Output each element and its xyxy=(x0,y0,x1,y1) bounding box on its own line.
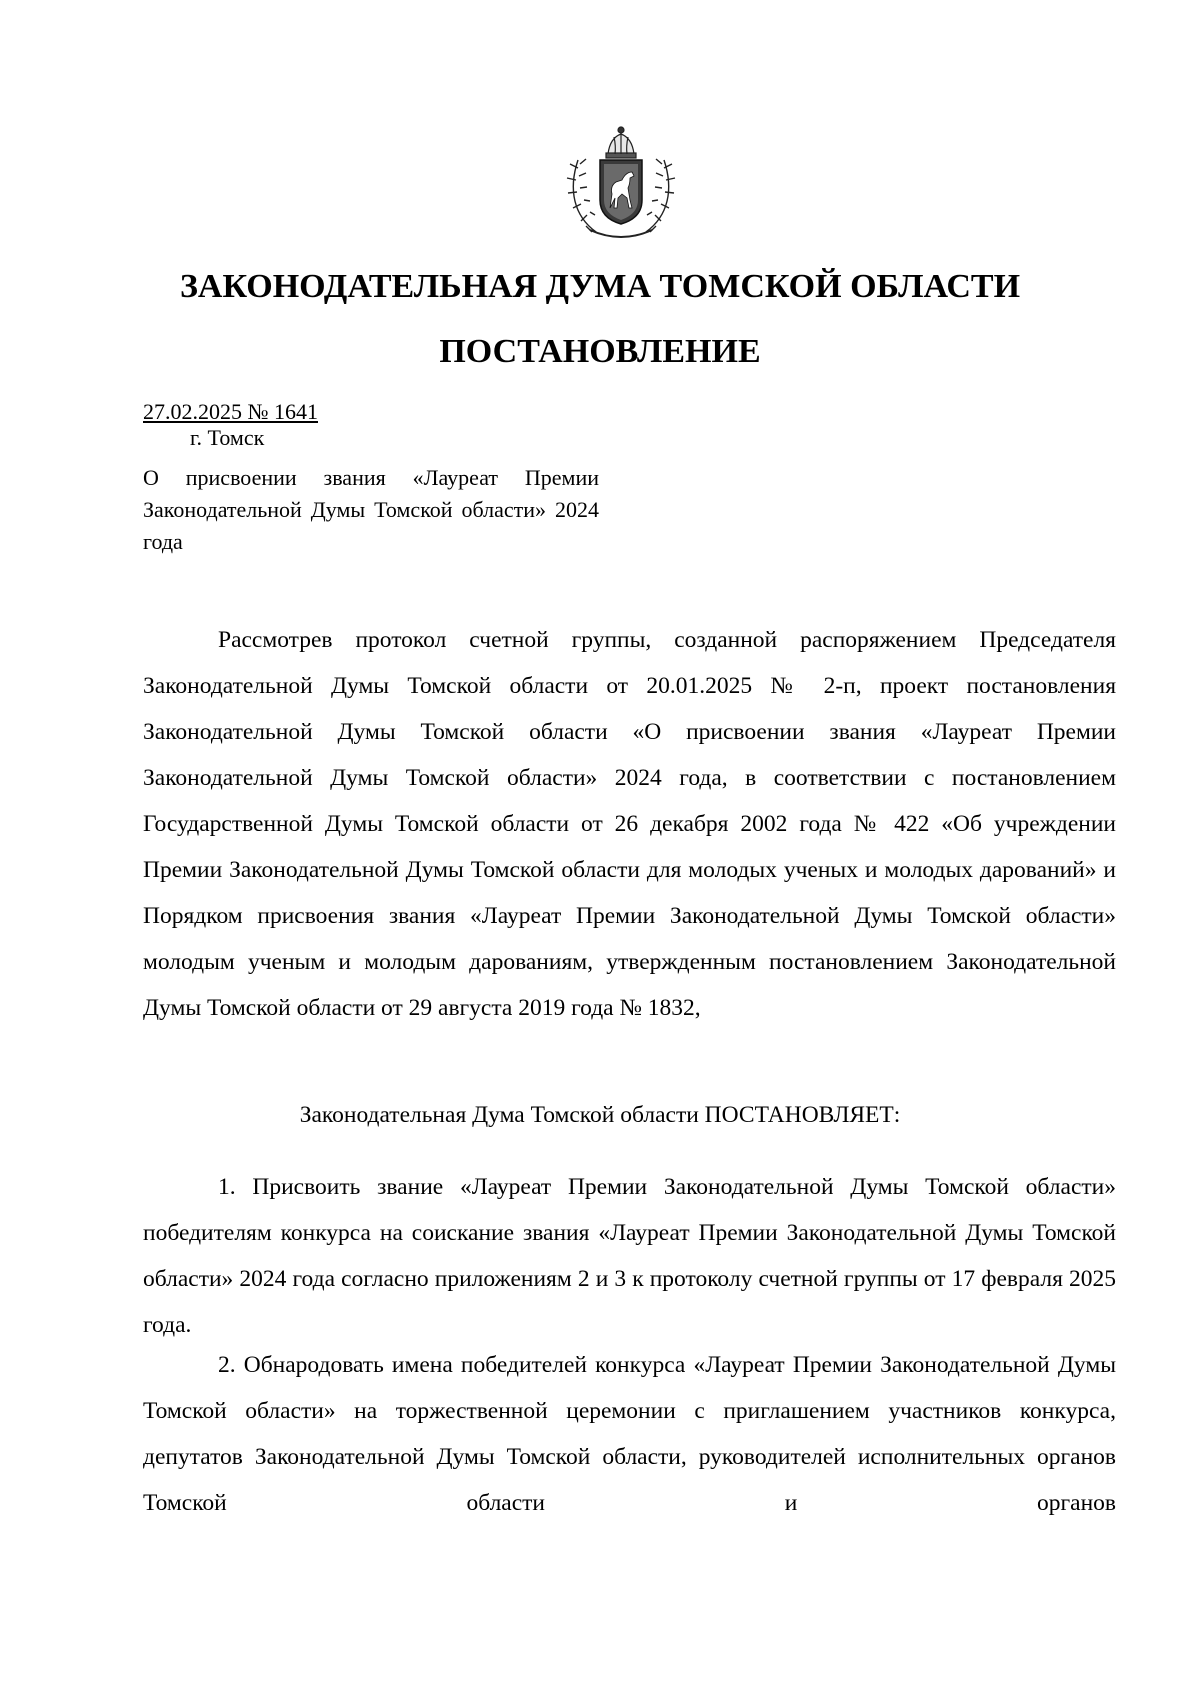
document-subject: О присвоении звания «Лауреат Премии Законодательной Думы Томской области» 2024 года xyxy=(143,465,599,554)
resolution-line: Законодательная Дума Томской области ПОСТАНОВЛЯЕТ: xyxy=(299,1102,901,1128)
resolution-item-2 xyxy=(143,1342,1116,1526)
document-city: г. Томск xyxy=(190,425,265,450)
coat-of-arms-icon xyxy=(560,120,682,245)
organization-title: ЗАКОНОДАТЕЛЬНАЯ ДУМА ТОМСКОЙ ОБЛАСТИ xyxy=(179,268,1021,305)
document-type-title: ПОСТАНОВЛЕНИЕ xyxy=(439,333,761,370)
resolution-item-2-text: 2. Обнародовать имена победителей конкурса «Лауреат Премии Законодательной Думы Томской области» на торжественной церемонии с приглашением участников конкурса, депутатов Законодательной Думы Томской области, руководителей исполнительных органов Томской области и органов xyxy=(143,1352,1116,1516)
resolution-item-1: 1. Присвоить звание «Лауреат Премии Законодательной Думы Томской области» победителям конкурса на соискание звания «Лауреат Премии Законодательной Думы Томской области» 2024 года согласно приложениям 2 и 3 к протоколу счетной группы от 17 февраля 2025 года. xyxy=(143,1174,1116,1338)
preamble-paragraph: Рассмотрев протокол счетной группы, созданной распоряжением Председателя Законодательной Думы Томской области от 20.01.2025 № 2-п, проект постановления Законодательной Думы Томской области «О присвоении звания «Лауреат Премии Законодательной Думы Томской области» 2024 года, в соответствии с постановлением Государственной Думы Томской области от 26 декабря 2002 года № 422 «Об учреждении Премии Законодательной Думы Томской области для молодых ученых и молодых дарований» и Порядком присвоения звания «Лауреат Премии Законодательной Думы Томской области» молодым ученым и молодым дарованиям, утвержденным постановлением Законодательной Думы Томской области от 29 августа 2019 года № 1832, xyxy=(143,627,1116,1021)
document-date-number: 27.02.2025 № 1641 xyxy=(143,399,318,424)
